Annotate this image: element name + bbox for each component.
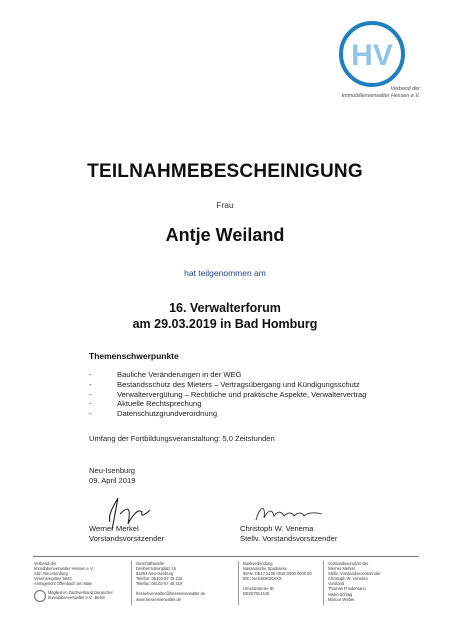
issue-date: 09. April 2019	[89, 476, 136, 485]
footer-divider	[33, 556, 419, 557]
organization-name	[296, 86, 420, 100]
footer-col-board: Vorstandsvorsitzender Werner Merkel Stellv. Vorstandsvorsitzender Christoph W. Venema Vorstand Thomas Friedemann Heiko Schlag Marcus Weber	[328, 561, 381, 602]
event-name: 16. Verwalterforum	[169, 301, 281, 315]
topics-heading: Themenschwerpunkte	[89, 351, 179, 361]
topic-item: - Aktuelle Rechtsprechung	[89, 399, 202, 409]
place-date	[89, 466, 135, 486]
right-signature-icon	[252, 500, 328, 526]
left-signatory-role: Vorstandsvorsitzender	[89, 534, 165, 543]
participant-name: Antje Weiland	[165, 225, 285, 245]
footer-col-association: Verband der Immobilienverwalter Hessen e.V. Sitz: Neu-Isenburg Vereinsregister 5643 Amtsgericht Offenbach am Main	[34, 561, 94, 587]
right-signatory-name: Christoph W. Venema	[240, 524, 314, 533]
certificate-title: TEILNAHMEBESCHEINIGUNG	[87, 161, 363, 182]
footer-col-bank: Bankverbindung Nassauische Sparkasse IBAN: DE17 5105 0015 0000 0000 00 BIC: NASSDE55XXX Umsatzsteuer-ID DE257814440	[243, 561, 312, 597]
right-signatory	[240, 524, 337, 544]
topic-item: - Datenschutzgrundverordnung	[89, 409, 218, 419]
footer-col-office: Geschäftsstelle: Dreiherrnsteinplatz 16 63263 Neu-Isenburg Telefon: 06102-57 45 216 Telefax: 06102-57 45 219 hessenverwalter@hessenverwalter.de www.hessenverwalter.de	[136, 561, 206, 602]
footer-separator	[323, 561, 324, 605]
membership-note: Mitglied im Dachverband Deutscher Immobilienverwalter e.V., Berlin	[34, 590, 134, 600]
topic-item: - Bauliche Veränderungen in der WEG	[89, 370, 242, 379]
dachverband-logo-icon	[34, 590, 46, 602]
footer-separator	[238, 561, 239, 605]
attended-text: hat teilgenommen am	[184, 268, 266, 278]
event-date-place: am 29.03.2019 in Bad Homburg	[132, 317, 318, 331]
left-signatory-name: Werner Merkel	[89, 524, 139, 533]
event-block	[0, 300, 450, 332]
place: Neu-Isenburg	[89, 466, 136, 475]
org-line-1: Verband der	[390, 86, 420, 92]
topic-item: - Verwaltervergütung – Rechtliche und praktische Aspekte, Verwaltervertrag	[89, 389, 367, 399]
hv-logo-icon	[336, 18, 408, 90]
left-signatory	[89, 524, 164, 544]
topics-list	[89, 370, 366, 419]
training-scope: Umfang der Fortbildungsveranstaltung: 5,0 Zeitstunden	[89, 434, 275, 443]
org-line-2: Immobilienverwalter Hessen e.V.	[341, 93, 420, 99]
right-signatory-role: Stellv. Vorstandsvorsitzender	[240, 534, 338, 543]
salutation: Frau	[216, 200, 234, 210]
topic-item: - Bestandsschutz des Mieters – Vertragsübergang und Kündigungsschutz	[89, 379, 360, 389]
logo-letters: HV	[351, 39, 393, 72]
